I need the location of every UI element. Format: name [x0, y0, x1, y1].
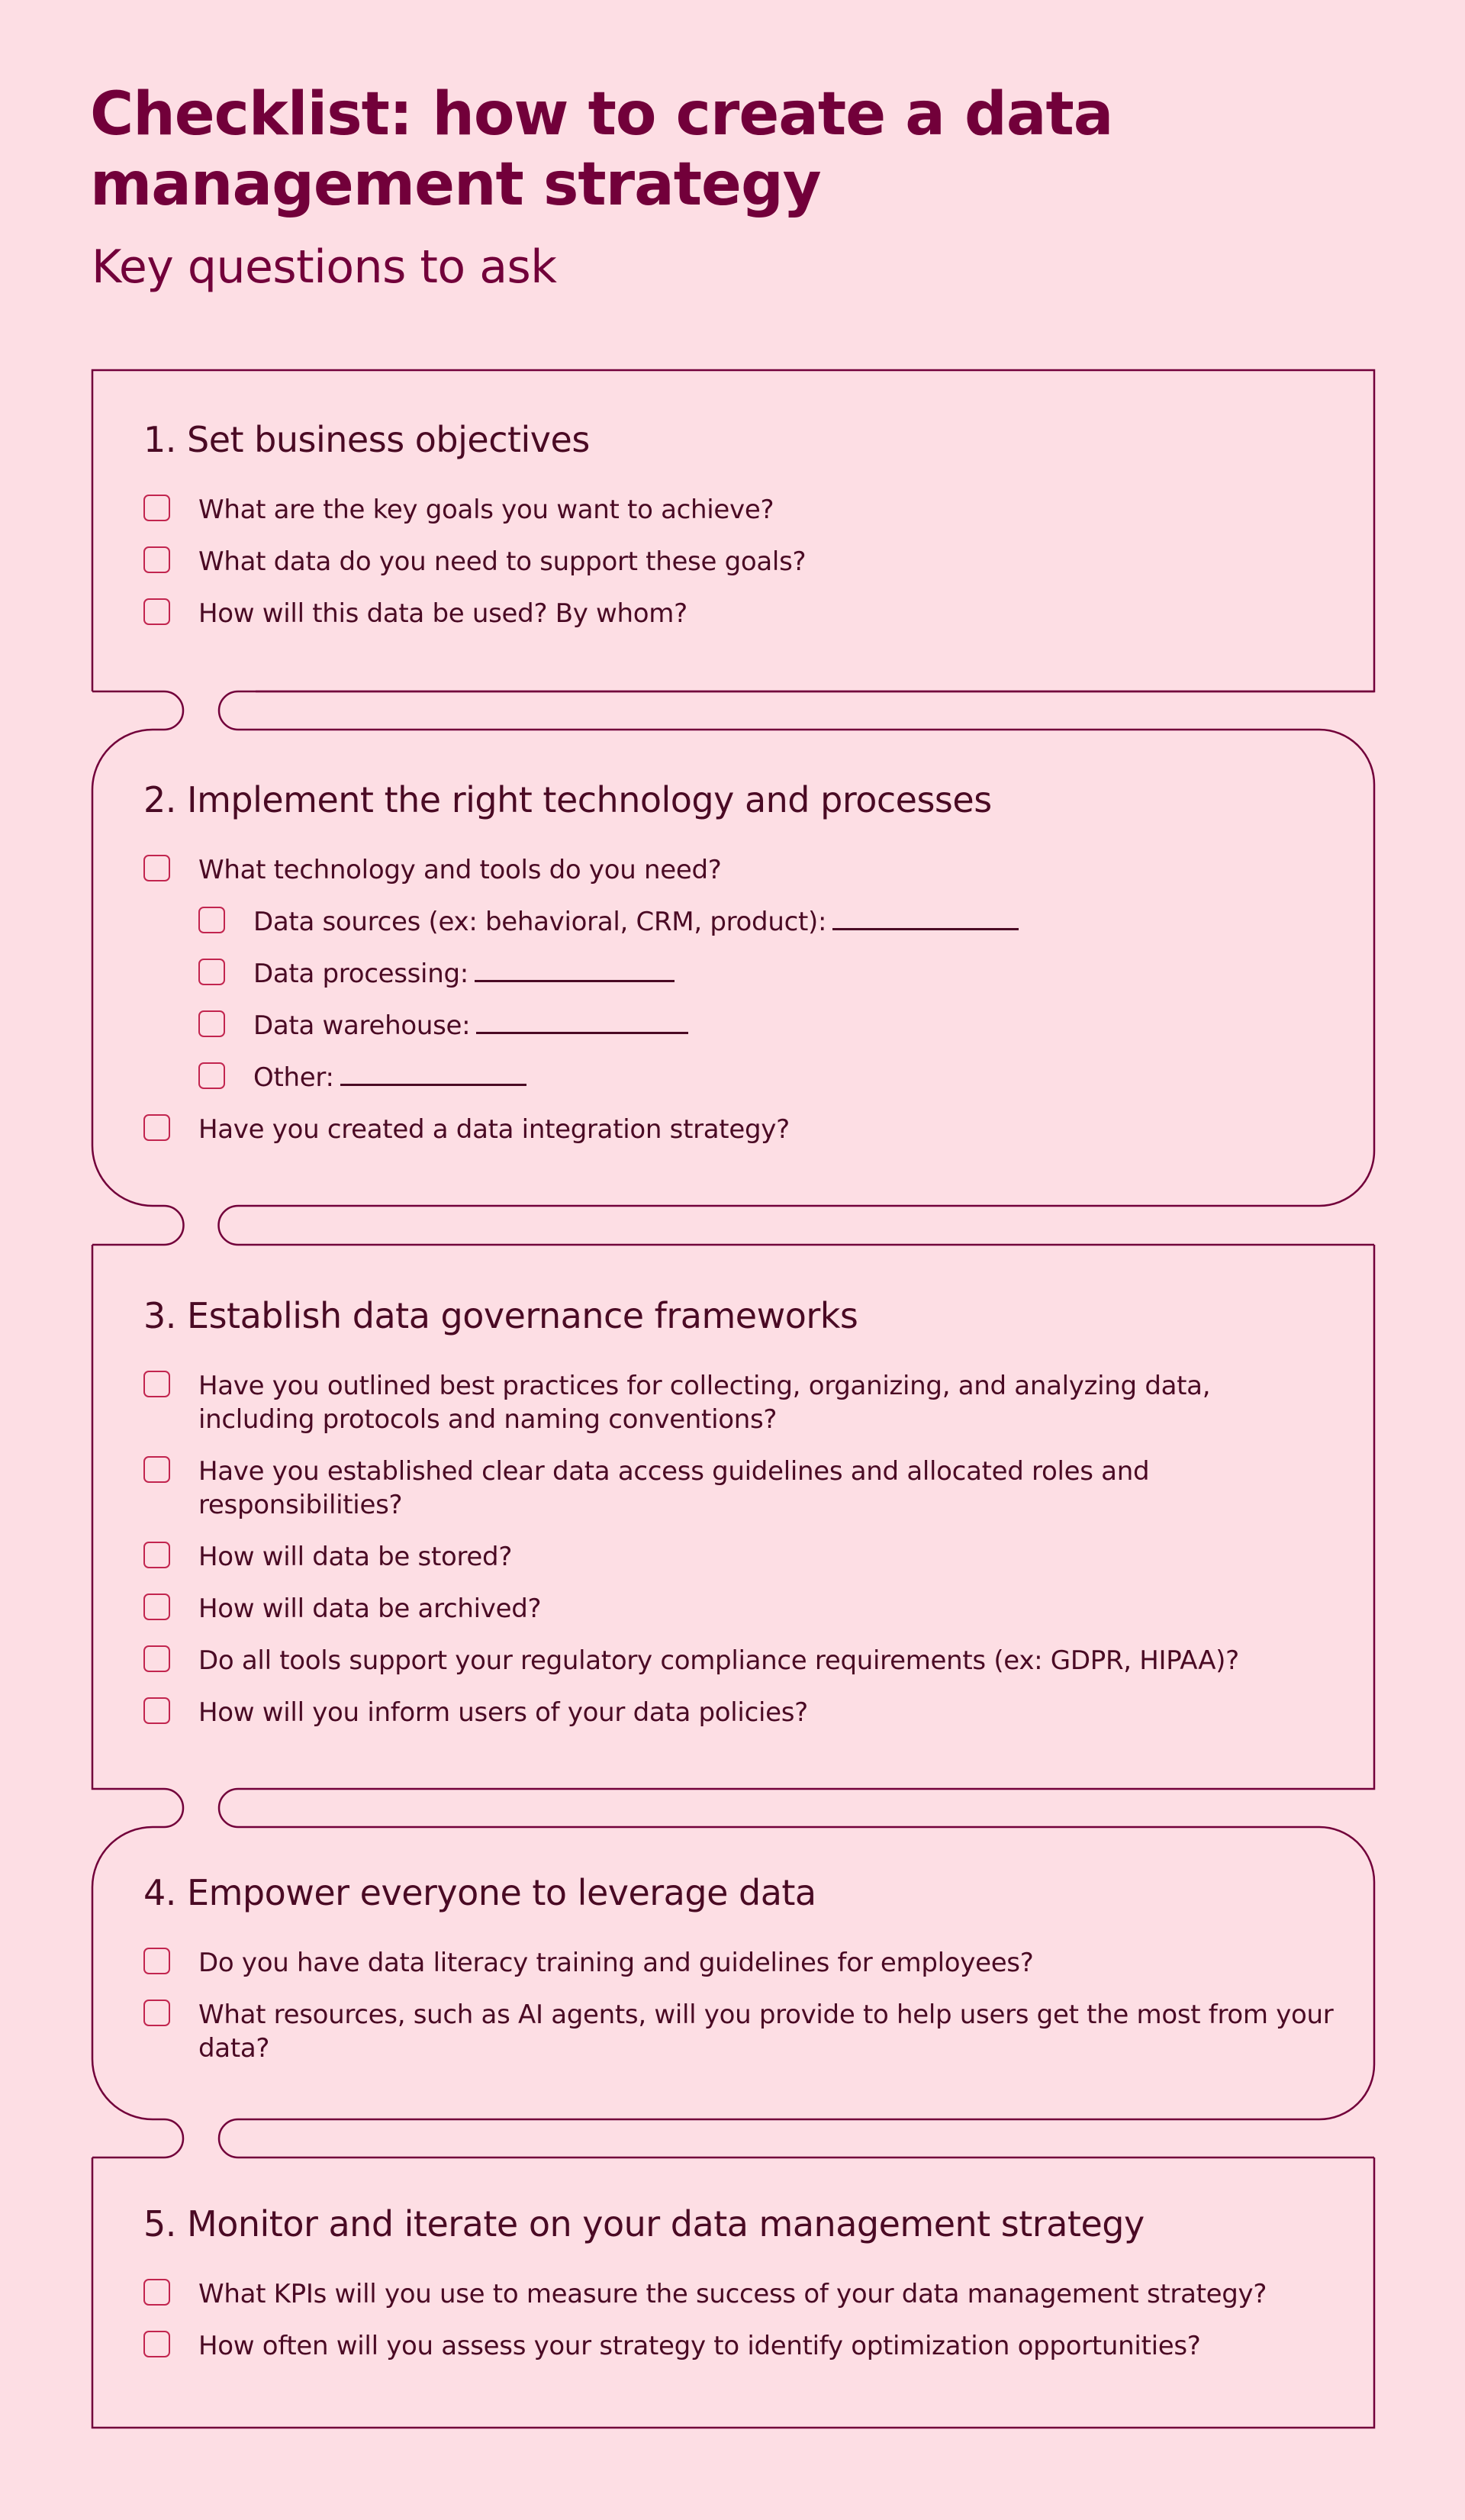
item-label: Have you established clear data access guidelines and allocated roles and responsibilities? [198, 1456, 1150, 1520]
checkbox[interactable] [143, 2000, 170, 2026]
checkbox[interactable] [143, 1456, 170, 1483]
item-label: What technology and tools do you need? [198, 855, 722, 885]
checklist-item[interactable] [143, 1998, 1334, 2065]
section-empower-everyone [143, 1871, 1334, 2083]
checkbox[interactable] [143, 1948, 170, 1974]
checkbox[interactable] [198, 1010, 225, 1037]
connector-4-5-left [92, 2119, 183, 2157]
section-implement-technology [143, 778, 1334, 1165]
section-heading: 2. Implement the right technology and processes [143, 779, 992, 820]
item-label: Have you created a data integration strategy? [198, 1114, 790, 1145]
item-label: How often will you assess your strategy to identify optimization opportunities? [198, 2331, 1201, 2361]
connector-1-2-left [92, 691, 183, 790]
checklist-item[interactable] [143, 1592, 1334, 1626]
section-heading: 5. Monitor and iterate on your data management strategy [143, 2203, 1145, 2244]
item-label: Have you outlined best practices for collecting, organizing, and analyzing data, including protocols and naming conventions? [198, 1371, 1211, 1435]
item-label: What KPIs will you use to measure the success of your data management strategy? [198, 2279, 1267, 2309]
item-label: What are the key goals you want to achieve? [198, 495, 774, 525]
checklist-item[interactable] [143, 2329, 1334, 2363]
checkbox[interactable] [143, 1645, 170, 1672]
checkbox[interactable] [198, 959, 225, 985]
connector-3-4-right [219, 1789, 1319, 1827]
checkbox[interactable] [143, 855, 170, 881]
item-label: Do you have data literacy training and guidelines for employees? [198, 1948, 1034, 1978]
section-heading: 3. Establish data governance frameworks [143, 1295, 858, 1336]
section-monitor-iterate [143, 2203, 1334, 2381]
item-label: How will you inform users of your data policies? [198, 1697, 808, 1728]
item-label: Data warehouse: [253, 1010, 471, 1041]
checkbox[interactable] [143, 1594, 170, 1620]
section-data-governance [143, 1294, 1334, 1748]
checklist-item[interactable] [143, 493, 1334, 527]
checklist-subitem-data-warehouse[interactable] [198, 1009, 1334, 1042]
checklist-item[interactable] [143, 545, 1334, 578]
checkbox[interactable] [143, 546, 170, 573]
item-label: How will data be archived? [198, 1594, 542, 1624]
checkbox[interactable] [143, 1697, 170, 1724]
connector-4-5-right [219, 2119, 1374, 2157]
item-label: Other: [253, 1062, 334, 1093]
checkbox[interactable] [143, 1542, 170, 1568]
checklist-item[interactable] [143, 2277, 1334, 2311]
checkbox[interactable] [198, 1062, 225, 1089]
item-label: What resources, such as AI agents, will you provide to help users get the most from your data? [198, 2000, 1334, 2064]
item-label: Do all tools support your regulatory compliance requirements (ex: GDPR, HIPAA)? [198, 1645, 1239, 1676]
section-heading: 1. Set business objectives [143, 419, 590, 460]
section-set-business-objectives [143, 418, 1334, 649]
connector-2-3-right [219, 1206, 1375, 1245]
fill-in-blank-data-sources[interactable] [832, 905, 1019, 930]
fill-in-blank-other[interactable] [340, 1061, 526, 1086]
checklist-item[interactable] [143, 853, 1334, 887]
fill-in-blank-data-processing[interactable] [475, 957, 675, 982]
connector-1-2-right [219, 691, 1374, 730]
checkbox[interactable] [143, 2279, 170, 2306]
checklist-item[interactable] [143, 1946, 1334, 1980]
checklist-item[interactable] [143, 1540, 1334, 1574]
checkbox[interactable] [143, 2331, 170, 2357]
checkbox[interactable] [143, 1114, 170, 1141]
checkbox[interactable] [198, 907, 225, 933]
checklist-item[interactable] [143, 1455, 1334, 1522]
fill-in-blank-data-warehouse[interactable] [476, 1009, 688, 1034]
checklist-item[interactable] [143, 597, 1334, 630]
connector-2-3-left [92, 1206, 184, 1245]
item-label: How will data be stored? [198, 1542, 513, 1572]
checklist-item[interactable] [143, 1644, 1334, 1677]
checkbox[interactable] [143, 1371, 170, 1397]
checkbox[interactable] [143, 598, 170, 625]
item-label: How will this data be used? By whom? [198, 598, 687, 629]
item-label: Data processing: [253, 959, 468, 989]
section-heading: 4. Empower everyone to leverage data [143, 1872, 816, 1913]
page-subtitle: Key questions to ask [92, 240, 557, 294]
checklist-subitem-data-sources[interactable] [198, 905, 1334, 939]
checklist-subitem-data-processing[interactable] [198, 957, 1334, 991]
checklist-item[interactable] [143, 1113, 1334, 1146]
checklist-item[interactable] [143, 1369, 1334, 1436]
checklist-subitem-other[interactable] [198, 1061, 1334, 1094]
page-title: Checklist: how to create a data management strategy [90, 80, 1113, 219]
checklist-item[interactable] [143, 1696, 1334, 1729]
item-label: Data sources (ex: behavioral, CRM, product): [253, 907, 827, 937]
item-label: What data do you need to support these goals? [198, 546, 807, 577]
checkbox[interactable] [143, 495, 170, 521]
